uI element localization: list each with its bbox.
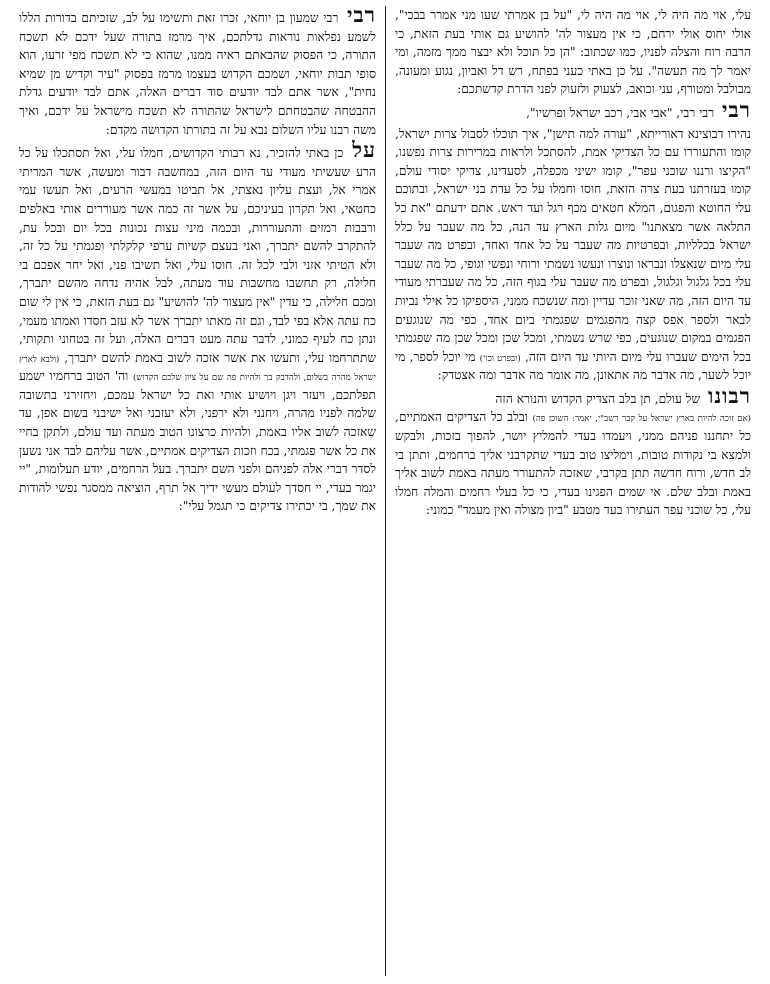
two-column-text xyxy=(10,6,760,976)
paragraph-rebbi-shimon xyxy=(19,6,376,139)
paragraph-ribono xyxy=(395,382,751,520)
paragraph-text: מי יוכל לספר, מי יוכל לשער, מה אדבר מה אתאונן, מה אומר מה אדבר ומה אצטדק: xyxy=(395,349,751,383)
paragraph-continuation xyxy=(395,6,751,99)
paragraph-text: נהירו דבוצינא דאורייתא, "עורה למה תישן", איך תוכלו לסבול צרות ישראל, קומו והתעוררו עם כל הצדיקי אמת, להסתכל ולראות במרירות צרות נפשנו, "הקיצו ורננו שוכני עפר", קומו ישיני מכפלה, לסעדינו, צדיקי יסודי עולם, קומו בעזרתנו בעת צרה הזאת, חוסו וחמלו על כל עדת בני ישראל, ובתוכם עלי החוטא והפגום, המלא חטאים מכף רגל ועד ראש. אתם ידעתם "את כל התלאה אשר מצאתנו" מיום גלות הארץ עד הנה, כל מה שעבר על כלל ישראל בכלליות, ובפרטיות מה שעבר על כל אחד ואחד, ובפרט מה שעבר עלי מיום שנאצלו ונבראו ונוצרו ונעשו נשמתי ורוחי ונפשי וגופי, כל מה שעבר עלי בכל גלגול וגלגול, ובפרט מה שעבר עלי בגוף הזה, כל מה שעברתי מעודי עד היום הזה, מה שאני זוכר עדיין ומה שנשכח ממני, היספיקו כל אילי נביות לבאר ולספר אפס קצה מהפגמים שפגמתי ביום אחד, כפי מה שנוגעים הפגמים במקום שנוגעים, כפי שרש נשמתי, ומכל שכן ומכל שכן מה שפגמתי בכל הימים שעברו עלי מיום היותי עד היום הזה, xyxy=(395,126,752,364)
parenthetical-note: (ולבא לארץ ישראל מהרה בשלום, ולהדבק בך ולהיות פה שם על ציון שלכם הקדוש) xyxy=(19,354,376,384)
paragraph-text: רבי שמעון בן יוחאי, זכרו זאת ותשימו על לב, שזכיתם בדורות הללו לשמע נפלאות נוראות גדלתכם, איך מרמז בתורה שעל ידכם לא תשכח התורה, כי הפסוק שהבאתם ראיה ממנו, שהוא כי לא תשכח מפי זרעו, הוא סופי תבות יוחאי, ושמכם הקדוש בעצמו מרמז בפסוק "עיר וקדיש מן שמיא נחית", אשר אתם לבד יודעים סוד דברים האלה, אתם לבד יודעים גדלת ההבטחה שהבטחתם לישראל שהתורה לא תשכח מישראל על ידכם, ואיך משה רבנו עליו השלום נבא על זה בתורתו הקדושה מקדם: xyxy=(19,11,376,137)
paragraph-opener: רבי xyxy=(347,6,376,27)
paragraph-text: כן באתי להזכיר, נא רבותי הקדושים, חמלו עלי, ואל תסתכלו על כל הרע שעשיתי מעודי עד היום הזה, במחשבה דבור ומעשה, אשר המריתי אמרי אל, ועצת עליון נאצתי, אל תביטו במעשי הרעים, ואל תעשו עמי כחטאי, ואל תקרון בעיניכם, על אשר זה כמה אשר מעוררים אותי באלפים ורבבות רמזים והתעוררות, ובכמה מיני עצות נכונות בכל יום ובכל עת, להתקרב להשם יתברך, ואני בעצם קשיות ערפי קלקלתי ופגמתי על כל זה, ולא הטיתי אזני ולבי לכל זה. חוסו עלי, ואל תשיבו פני, ואל יחר אפכם בי חלילה, רק תחשבו מחשבות עוד מעתה, לבל אהיה נדחה מהשם יתברך, ומכם חלילה, כי עדין "אין מעצור לה' להושיע" גם בעת הזאת, כי אין לי שום כח עתה אלא בפי לבד, וגם זה מאתו יתברך אשר לא עזב חסדו ואמתו מעמי, ונתן כח לעיף כמוני, לדבר עתה מעט דברים האלה, ועל זה בטחוני ותקותי, שתתרחמו עלי, ותעשו את אשר אזכה לשוב באמת להשם יתברך, xyxy=(19,146,377,365)
paragraph-opener: על xyxy=(352,137,376,163)
paragraph-text: עלי, אוי מה היה לי, אוי מה היה לי, "על בן אמרתי שעו מני אמרר בבכי", אולי יחוס אולי ירחם, כי אין מעצור לה' להושיע גם אותי בעת הזאת, כי הרבה רוח והצלה לפניו, כמו שכתוב: "הן כל תוכל ולא יבצר ממך מזמה, ומי יאמר לך מה תעשה". על כן באתי כעני בפתח, רש דל ואביון, נגוע ומעונה, מבולבל ומטורף, עני וכואב, לצעוק ולזעוק לפני הדרת קדשתכם: xyxy=(395,8,751,97)
paragraph-al-ken xyxy=(19,137,377,516)
parenthetical-note: (אם זוכה להיות בארץ ישראל על קבר רשב"י, יאמר: השוכן פה) xyxy=(532,414,751,425)
paragraph-text: של עולם, תן בלב הצדיק הקדוש והנורא הזה xyxy=(495,391,701,406)
left-column xyxy=(10,6,385,976)
paragraph-heading-text: רבי רבי, "אבי אבי, רכב ישראל ופרשיו", xyxy=(526,105,715,120)
paragraph-text: ובלב כל הצדיקים האמתיים, כל יתחננו פניהם ממני, ויעמדו בעדי להמליץ יושר, להפוך בזכות, ולבקש ולמצא בי נקודות טובות, וימליצו טוב בעדי שתקרבני אליך ברחמים, ותתן בי לב חדש, ורוח חדשה תתן בקרבי, שאזכה להתעורר מעתה באמת לשוב אליך באמת ובלב שלם. אי שמים הפגינו בעדי, כי כל בעלי רחמים והמלה חמלו עלי, כל שוכני עפר העתירו בעד מטבע "ביון מצולה ואין מעמד" כמוני: xyxy=(395,410,751,518)
paragraph-text: וה' הטוב ברחמיו ישמע תפלתכם, ויעזר ויגן ויושיע אותי ואת כל ישראל עמכם, ויחזירני בתשובה שלמה לפניו מהרה, ויחנני ולא ירפני, ולא יעזבני ואל ישיבני בשום אפן, עד שאזכה לשוב אליו באמת, ולהיות כרצונו הטוב מעתה ועד עולם, ולתקן בחיי את כל אשר פגמתי, בכח וזכות הצדיקים אמתיים, אשר עליהם לבד אני נשען לסדר דברי אלה לפניהם ולפני השם יתברך. בעל הרחמים, יודע תעלומות, "יי יגמר בעדי, יי חסדך לעולם מעשי ידיך אל תרף, הוציאה ממסגר נפשי להודות את שמך, בי יכתירו צדיקים כי תגמל עלי": xyxy=(19,369,376,514)
paragraph-opener: רבונו xyxy=(707,382,751,408)
parenthetical-note: (ובפרט וכו') xyxy=(479,353,521,364)
paragraph-rebbi-rebbi xyxy=(395,96,751,123)
paragraph-opener: רבי xyxy=(722,96,751,122)
right-column xyxy=(385,6,760,976)
paragraph-body xyxy=(395,125,751,385)
